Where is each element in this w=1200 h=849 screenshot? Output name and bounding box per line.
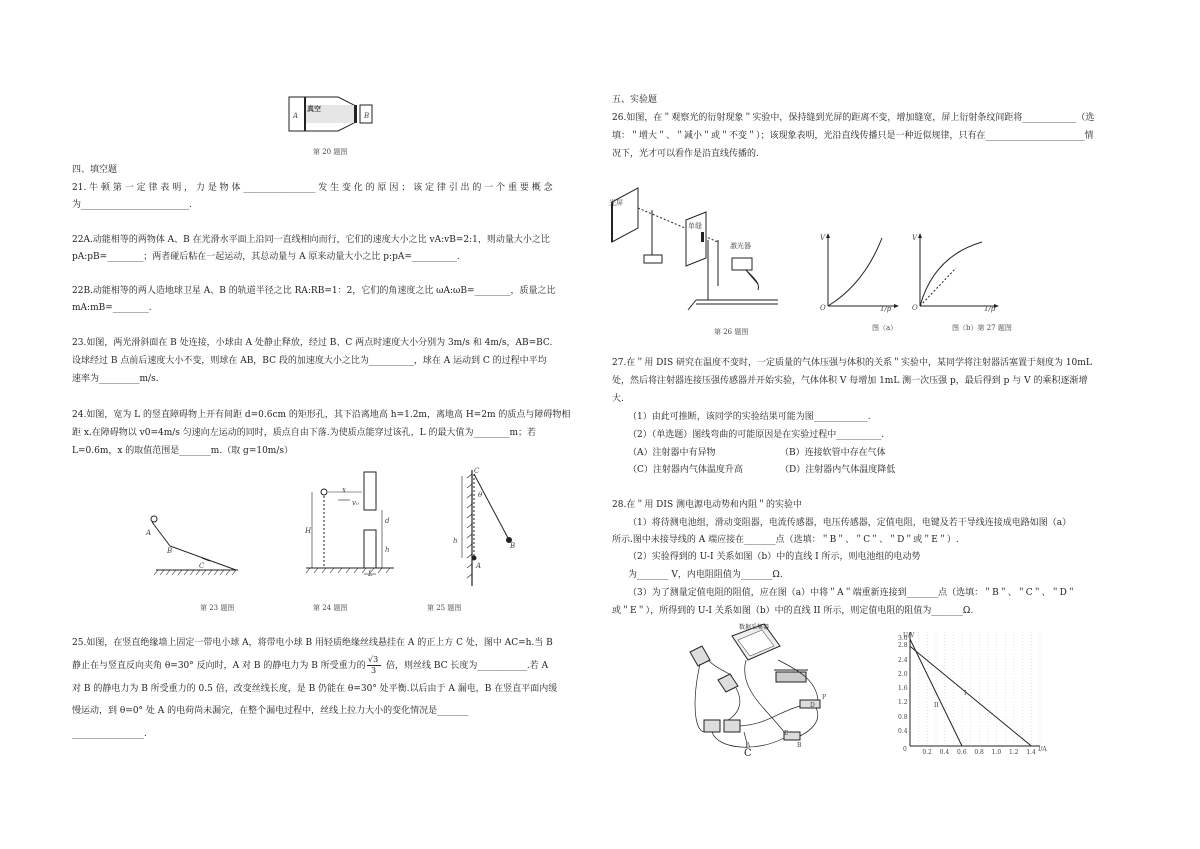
q28-sub2-line1: （2）实验得到的 U-I 关系如图（b）中的直线 I 所示，则电池组的电动势 [628, 552, 921, 562]
q27-line3: 大. [612, 394, 624, 404]
fig28b-x-label: I/A [1038, 746, 1047, 753]
fig25-caption: 第 25 题图 [427, 604, 462, 612]
fig28b-line-1-label: I [964, 690, 967, 697]
q28-heading: 28.在＂用 DIS 测电源电动势和内阻＂的实验中 [612, 500, 802, 510]
q24-line1: 24.如图，宽为 L 的竖直障碍物上开有间距 d=0.6cm 的矩形孔，其下沿离地高 h=1.2m，离地高 H=2m 的质点与障碍物相 [72, 410, 571, 420]
fig25-label-theta: θ [478, 491, 483, 499]
q26-line1: 26.如图，在＂观察光的衍射现象＂实验中，保持缝到光屏的距离不变，增加缝宽，屏上衍射条纹间距将____________（选 [612, 113, 1095, 123]
q25-line4: 慢运动，到 θ=0° 处 A 的电荷尚未漏完，在整个漏电过程中，丝线上拉力大小的变化情况是_______ [72, 706, 469, 716]
q28-sub1-line1: （1）将待测电池组，滑动变阻器，电流传感器，电压传感器，定值电阻，电键及若干导线连接成电路如图（a） [628, 518, 1072, 528]
fig26-caption: 第 26 题图 [714, 328, 749, 336]
fig28b-x-tick-label: 0.6 [957, 749, 967, 756]
fig24-label-d: d [385, 517, 390, 525]
q25-line2a: 静止在与竖直反向夹角 θ=30° 反向时，A 对 B 的静电力为 B 所受重力的 [72, 661, 366, 671]
fig28b-x-tick-label: 1.0 [991, 749, 1002, 756]
q26-line3: 况下，光才可以看作是沿直线传播的. [612, 149, 759, 159]
fig23-label-a: A [146, 529, 152, 537]
fig28b-x-tick-label: 1.2 [1009, 749, 1019, 756]
fig27b-origin: O [912, 304, 918, 312]
fig25-label-h: h [453, 537, 458, 545]
q25-line2b: 倍，则丝线 BC 长度为___________.若 A [386, 661, 549, 671]
q23-line2: 设球经过 B 点前后速度大小不变，则球在 AB，BC 段的加速度大小之比为__________，球在 A 运动到 C 的过程中平均 [72, 356, 547, 366]
q27-option-d: （D）注射器内气体温度降低 [780, 465, 896, 475]
q25-fraction-numerator: √3 [368, 655, 379, 664]
fig24-label-l: L [368, 570, 373, 578]
fig28b-y-tick-label: 2.0 [898, 670, 908, 678]
fig28b-y-tick-label: 1.2 [898, 699, 908, 707]
fig23-caption: 第 23 题图 [200, 604, 235, 612]
fig28b-line-2-label: II [934, 702, 939, 709]
q21-line2: 为________________________. [72, 200, 192, 210]
q27-option-b: （B）连接软管中存在气体 [780, 448, 886, 458]
fig28b-y-label: U/V [903, 632, 915, 639]
fig28b-y-tick-label: 3.0 [898, 635, 908, 643]
fig20-label-a: A [293, 112, 299, 120]
fig28a-collector-label: 数据采集器 [739, 624, 770, 631]
fig27b-axis-x: 1/p [984, 305, 996, 313]
q24-line3: L=0.6m，x 的取值范围是_______m.（取 g=10m/s） [72, 446, 293, 456]
fig28b-y-tick-label: 0.4 [898, 727, 908, 735]
fig28b-x-tick-label: 0.2 [922, 749, 932, 756]
q28-sub2-line2: 为_______ V，内电阻阻值为_______Ω. [628, 570, 783, 580]
fig27a-graph [820, 232, 900, 312]
q26-line2: 填：＂增大＂、＂减小＂或＂不变＂）；该现象表明，光沿直线传播只是一种近似规律，只有在______________________情 [612, 131, 1094, 141]
fig28b-ui-graph [900, 628, 1050, 758]
fig23-label-c: C [199, 562, 205, 570]
fig24-label-h-upper: H [305, 527, 312, 535]
q25-line5: ________________. [72, 729, 147, 739]
fig23-diagram [150, 512, 245, 577]
fig23-label-b: B [167, 547, 173, 555]
fig28a-label-d: D [810, 702, 815, 709]
q25-line3: 对 B 的静电力为 B 所受重力的 0.5 倍，改变丝线长度，是 B 仍能在 θ=30° 处平衡.以后由于 A 漏电，B 在竖直平面内缓 [72, 684, 558, 694]
fig25-diagram [450, 466, 525, 588]
fig20-caption: 第 20 题图 [313, 148, 348, 156]
fig24-label-v0: v₀ [352, 499, 359, 507]
fig28a-label-a: A [746, 742, 751, 749]
fig28b-y-tick-label: 0.8 [898, 713, 908, 721]
q28-sub3-line2: 或＂E＂），所得到的 U-I 关系如图（b）中的直线 II 所示，则定值电阻的阻值为_______Ω. [612, 606, 974, 616]
fig28b-x-tick-label: 0.8 [974, 749, 984, 756]
fig27a-caption: 图（a） [872, 324, 898, 332]
q22b-line1: 22B.动能相等的两人造地球卫星 A、B 的轨道半径之比 RA:RB=1：2，它们的角速度之比 ωA:ωB=________，质量之比 [72, 286, 556, 296]
fig28b-y-tick-label: 2.8 [898, 642, 908, 650]
fig28a-circuit [688, 620, 838, 758]
fig26-laser-label: 激光器 [730, 242, 751, 250]
fig24-diagram [300, 470, 400, 585]
section-4-heading: 四、填空题 [72, 165, 118, 175]
fig27b-graph [912, 232, 1002, 312]
q23-line3: 速率为_________m/s. [72, 374, 159, 384]
fig26-screen-label: 光屏 [609, 199, 623, 207]
fig27a-origin: O [820, 304, 826, 312]
q22a-line2: pA:pB=________；两者碰后粘在一起运动，其总动量与 A 原来动量大小之比 p:pA=__________. [72, 252, 460, 262]
fig24-label-h: h [385, 546, 390, 554]
q22b-line2: mA:mB=________. [72, 303, 152, 313]
fig28a-label-c: C [744, 748, 752, 759]
fig25-label-b: B [510, 542, 516, 550]
q27-line2: 处，然后将注射器连接压强传感器并开始实验，气体体积 V 每增加 1mL 测一次压强 p，最后得到 p 与 V 的乘积逐渐增 [612, 376, 1088, 386]
q27-option-c: （C）注射器内气体温度升高 [628, 465, 743, 475]
fig24-label-x: x [342, 486, 346, 494]
fig20-diagram [286, 95, 376, 135]
section-5-heading: 五、实验题 [612, 95, 658, 105]
fig28b-origin: 0 [903, 746, 907, 753]
q24-line2: 距 x.在障碍物以 v0=4m/s 匀速向左运动的同时，质点自由下落.为使质点能穿过该孔，L 的最大值为________m；若 [72, 428, 537, 438]
fig27b-axis-v: V [912, 234, 918, 242]
q23-line1: 23.如图，两光滑斜面在 B 处连接，小球由 A 处静止释放，经过 B、C 两点时速度大小分别为 3m/s 和 4m/s，AB=BC. [72, 338, 553, 348]
fig26-diagram [608, 180, 788, 315]
q22a-line1: 22A.动能相等的两物体 A、B 在光滑水平面上沿同一直线相向而行，它们的速度大小之比 vA:vB=2:1，则动量大小之比 [72, 235, 550, 245]
q21-line1: 21. 牛 顿 第 一 定 律 表 明 ， 力 是 物 体 ________________ 发 生 变 化 的 原 因 ； 该 定 律 引 出 的 一 个 重 要 概 念 [72, 183, 553, 193]
fig27b-caption: 图（b）第 27 题图 [952, 324, 1012, 332]
fig27a-axis-x: 1/p [880, 305, 892, 313]
q25-line1: 25.如图，在竖直绝缘墙上固定一带电小球 A，将带电小球 B 用轻质绝缘丝线悬挂在 A 的正上方 C 处，图中 AC=h.当 B [72, 638, 553, 648]
q28-sub3-line1: （3）为了测量定值电阻的阻值，应在图（a）中将＂A＂端重新连接到_______点（选填：＂B＂、＂C＂、＂D＂ [628, 588, 1076, 598]
fig27a-axis-v: V [820, 234, 826, 242]
fig28b-x-tick-label: 1.4 [1026, 749, 1036, 756]
fig25-label-a: A [476, 562, 482, 570]
fig28a-label-p: P [822, 694, 827, 701]
q27-line1: 27.在＂用 DIS 研究在温度不变时，一定质量的气体压强与体积的关系＂实验中，某同学将注射器活塞置于刻度为 10mL [612, 358, 1092, 368]
q27-sub1: （1）由此可推断，该同学的实验结果可能为图____________. [628, 412, 871, 422]
fig28a-label-e: E [784, 730, 789, 737]
fig20-label-b: B [364, 112, 370, 120]
q25-fraction-denominator: 3 [371, 666, 377, 675]
fig28b-y-tick-label: 2.4 [898, 656, 908, 664]
q28-sub1-line2: 所示.图中未接导线的 A 端应接在_______点（选填：＂B＂、＂C＂、＂D＂或＂E＂）. [612, 535, 959, 545]
q27-option-a: （A）注射器中有异物 [628, 448, 716, 458]
fig28a-label-b: B [797, 742, 802, 749]
fig20-vacuum-label: 真空 [307, 104, 321, 113]
fig28b-y-tick-label: 1.6 [898, 685, 908, 692]
q27-sub2: （2）（单选题）图线弯曲的可能原因是在实验过程中__________. [628, 430, 885, 440]
fig24-caption: 第 24 题图 [313, 604, 348, 612]
fig28b-line-2 [910, 639, 962, 746]
fig28b-x-tick-label: 0.4 [939, 749, 950, 756]
fig25-label-c: C [474, 467, 480, 475]
fig26-slit-label: 单缝 [688, 222, 702, 230]
